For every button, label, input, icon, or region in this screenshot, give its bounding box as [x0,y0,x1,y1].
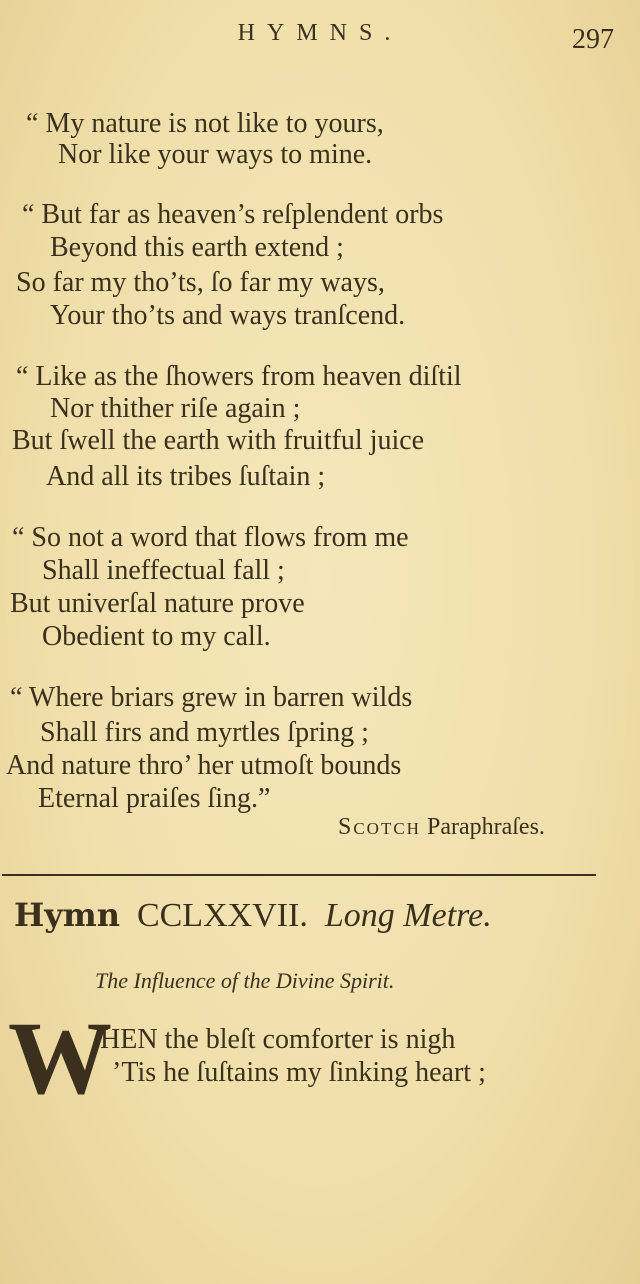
hymn-number: CCLXXVII. [136,897,308,934]
verse-line: ’Tis he ſuſtains my ſinking heart ; [112,1057,486,1088]
verse-line: Your tho’ts and ways tranſcend. [50,300,406,331]
verse-line: So far my tho’ts, ſo far my ways, [16,267,385,298]
verse-line: Eternal praiſes ſing.” [38,783,271,814]
section-divider [2,874,596,876]
verse-line: Nor thither riſe again ; [50,393,301,424]
verse-line: But ſwell the earth with fruitful juice [12,425,425,456]
page-number: 297 [572,24,614,55]
hymn-label: Hymn [14,896,120,934]
running-title: HYMNS. [237,20,403,46]
verse-line: But univerſal nature prove [10,588,305,619]
attribution [338,814,545,841]
verse-line: “ Like as the ſhowers from heaven diſtil [16,361,462,392]
attribution-source: Scotch [338,814,421,840]
verse-line: And all its tribes ſuſtain ; [46,461,326,492]
verse-line: And nature thro’ her utmoſt bounds [6,750,402,781]
verse-line: “ So not a word that flows from me [12,522,409,553]
attribution-title: Paraphraſes. [426,814,545,840]
verse-line: Shall ineffectual fall ; [42,555,285,586]
hymn-title [14,896,492,935]
drop-cap: W [8,1001,112,1116]
hymn-metre: Long Metre. [324,897,492,934]
verse-line: “ But far as heaven’s reſplendent orbs [22,199,444,230]
hymn-subtitle: The Influence of the Divine Spirit. [95,968,395,993]
verse-line: Beyond this earth extend ; [50,232,344,263]
verse-line: HEN the bleſt comforter is nigh [100,1024,456,1055]
verse-line: Nor like your ways to mine. [58,139,373,170]
verse-line: “ My nature is not like to yours, [26,108,384,139]
verse-line: “ Where briars grew in barren wilds [10,682,413,713]
verse-line: Shall firs and myrtles ſpring ; [40,717,369,748]
verse-line: Obedient to my call. [42,621,271,652]
